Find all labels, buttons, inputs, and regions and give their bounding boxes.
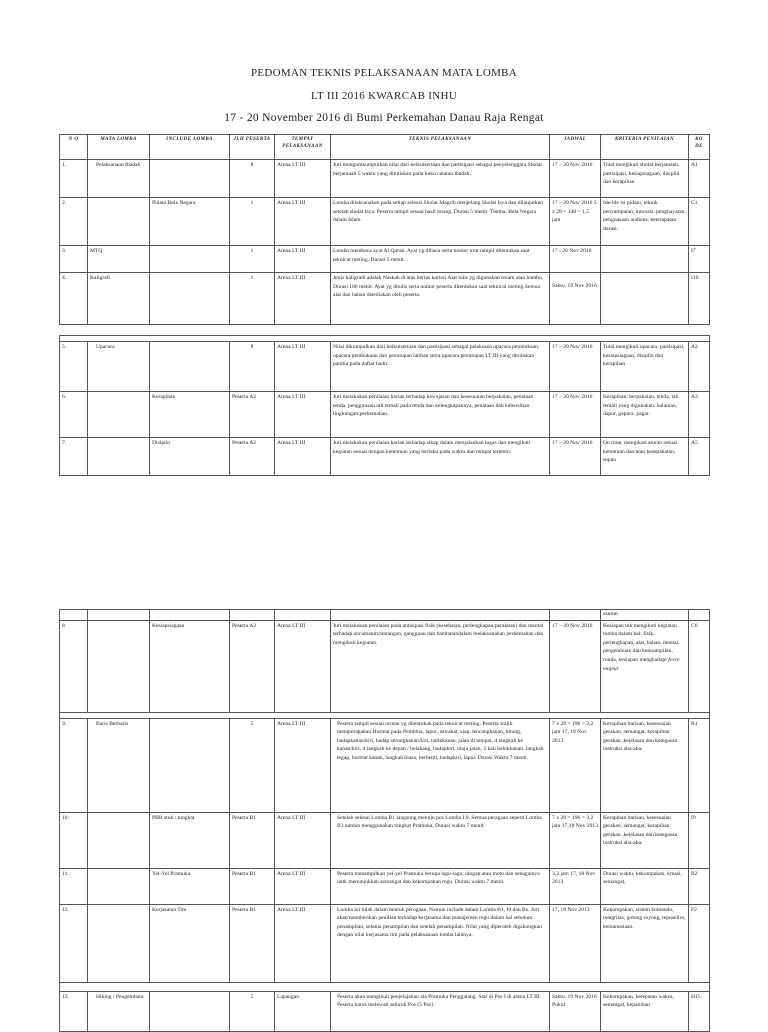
cell-tempat: Arena LT III bbox=[275, 904, 331, 982]
cell-jumlah: 1 bbox=[230, 198, 275, 246]
cell-jumlah: Peserta A2 bbox=[230, 620, 275, 712]
cell-jumlah: 8 bbox=[230, 160, 275, 198]
cell-tempat: Arena LT III bbox=[275, 438, 331, 476]
cell-teknis: Nilai dikumpulkan dari keikutsertaan dan partisipasi sebagai pelaksana upacara pembukaan, upacara pembukaan dan penutupan latihan serta upacara penutupan LT III yang dituliskan panitia pada daftar hadir. bbox=[331, 342, 550, 392]
cell-no bbox=[60, 610, 88, 621]
cell-jadwal: 3,2 jam 17, 18 Nov 2013 bbox=[550, 868, 601, 904]
cell-mata-lomba bbox=[88, 610, 150, 621]
cell-tempat: Arena LT III bbox=[275, 246, 331, 273]
cell-teknis: Jenis kaligradi adalah Naskah di atas kertas karton.Alat tulis yg digunakan resam atau bambu. Durasi 180 menit. Ayat yg ditulis serta nomor peserta ditentukan saat teknical meting.Semua alat dan bahan disediakan oleh peserta. bbox=[331, 273, 550, 325]
cell-no: 10. bbox=[60, 812, 88, 868]
cell-no: 5. bbox=[60, 342, 88, 392]
cell-include bbox=[150, 160, 230, 198]
cell-jadwal: 17 – 20 Nov 2016 bbox=[550, 160, 601, 198]
cell-teknis: Juri melakukan penilaian pada antisipasi fisik (kesehatan, perlengkapan/peralatan) dan mental terhadap ancamanm,tantangan, gangguan dan hambatandalam melaksanakan perkemahan dan mengikuti kegiatan. bbox=[331, 620, 550, 712]
cell-teknis: Peserta akan mengikuti penjelajahan ala Pramuka Penggalang. Star di Pos I di arena LT III. Peserta harus melewati seluruh Pos (5 Pos) bbox=[331, 991, 550, 1031]
cell-jumlah: 8 bbox=[230, 342, 275, 392]
kriteria-italic: force majeur bbox=[603, 656, 680, 672]
table-row bbox=[60, 198, 710, 246]
cell-no: 9. bbox=[60, 718, 88, 812]
table-row bbox=[60, 991, 710, 1031]
cell-kode: I7 bbox=[689, 246, 710, 273]
cell-kriteria: Total mengikuti sholat berjamaah, partisipasi, kesiapsiagaan, disiplin dan kerapihan bbox=[601, 160, 689, 198]
cell-jadwal: 17 – 20 Nov 2016 bbox=[550, 392, 601, 438]
cell-jumlah: 1 bbox=[230, 246, 275, 273]
cell-teknis: Peserta menampilkan yel-yel Pramuka berupa lagu-lagu, ulogan atau moto dan sebagainya untk menunjukkan semangat dan kekompakan regu. Durasi waktu 7 menit. bbox=[331, 868, 550, 904]
cell-no: 13. bbox=[60, 991, 88, 1031]
cell-kode: B1 bbox=[689, 718, 710, 812]
cell-kriteria: Kekompakan, sistem komando, integritas, gotong royong, tepuseliro, kemanusiaan. bbox=[601, 904, 689, 982]
cell-jadwal: 7 x 28 = 196 = 3,2 jam 17,18 Nov 2013 bbox=[550, 812, 601, 868]
cell-jumlah: Peserta A2 bbox=[230, 392, 275, 438]
table-row bbox=[60, 342, 710, 392]
table-separator bbox=[60, 982, 710, 991]
cell-jumlah: 5 bbox=[230, 718, 275, 812]
cell-include: Kesiapsiagaan bbox=[150, 620, 230, 712]
cell-kriteria: Kerapihan: berpakaian, tenda, tali temali yang digunakan, halaman, dapur, gapura, pagar. bbox=[601, 392, 689, 438]
table-row bbox=[60, 620, 710, 712]
cell-kriteria: Total mengikuti upacara, partisipasi, kesiapsiagaan, disiplin dan kerapihan bbox=[601, 342, 689, 392]
cell-kode: A3 bbox=[689, 392, 710, 438]
cell-no: 2. bbox=[60, 198, 88, 246]
table-row bbox=[60, 438, 710, 476]
cell-jadwal: Sabtu, 19 Nov 2016 bbox=[550, 273, 601, 325]
col-teknis-header: TEKNIS PELAKSANAAN bbox=[331, 135, 550, 160]
cell-jadwal: Sabtu, 19 Nov 2016 Pukul bbox=[550, 991, 601, 1031]
cell-include: Kerjasama Tim bbox=[150, 904, 230, 982]
col-jumlah-peserta-header: JLH PESERTA bbox=[230, 135, 275, 160]
document-title: PEDOMAN TEKNIS PELAKSANAAN MATA LOMBA bbox=[250, 67, 518, 79]
cell-teknis: Lomba dilaksanakan pada setiap selesai Sholat Magrib menjelang Sholat Isya dan dilanjutkan setelah sholat Isya. Peserta tampil sesuai hasil lotang. Durasi 5 menit. Thema: Bela Negara dalam Islam. bbox=[331, 198, 550, 246]
cell-include: Kerapihan bbox=[150, 392, 230, 438]
kriteria-text: Kesiapan utk mengikuti kegiatan lomba dalam hal: fisik, perlengkapan, alat, bahan, mental, pengetahuan dan keterampilan, ronda, kesiapan menghadapi bbox=[603, 622, 680, 663]
cell-jumlah: Peserta B1 bbox=[230, 904, 275, 982]
col-mata-lomba-header: MATA LOMBA bbox=[88, 135, 150, 160]
table-row bbox=[60, 812, 710, 868]
table-row bbox=[60, 868, 710, 904]
table-row bbox=[60, 392, 710, 438]
cell-kriteria: Kekompakan, ketepatan waktu, semangat, kepatuhan bbox=[601, 991, 689, 1031]
cell-jumlah: Peserta A2 bbox=[230, 438, 275, 476]
cell-tempat: Arena LT III bbox=[275, 160, 331, 198]
cell-include bbox=[150, 718, 230, 812]
cell-tempat: Arena LT III bbox=[275, 620, 331, 712]
cell-no: 7. bbox=[60, 438, 88, 476]
cell-kode: C1 bbox=[689, 198, 710, 246]
competition-table bbox=[59, 609, 710, 1032]
cell-teknis: Juri melakukan penilaian harian terhadap kewajaran dan kesesuaian berpakaian, penataan tenda, penggunaan tali temali pada tenda dan kelengkapannya, penataan dan kebersihan lingkungan perkemahan. bbox=[331, 392, 550, 438]
cell-mata-lomba: Pelaksanaan Ibadah bbox=[88, 160, 150, 198]
cell-no: 6. bbox=[60, 392, 88, 438]
cell-kriteria bbox=[601, 620, 689, 712]
table-row bbox=[60, 610, 710, 621]
cell-include: Pidato Bela Negara bbox=[150, 198, 230, 246]
cell-kode: I10 bbox=[689, 273, 710, 325]
cell-tempat: Arena LT III bbox=[275, 812, 331, 868]
cell-mata-lomba: Kaligrafi bbox=[88, 273, 150, 325]
cell-mata-lomba bbox=[88, 392, 150, 438]
competition-table bbox=[59, 134, 710, 325]
table-row bbox=[60, 160, 710, 198]
cell-kriteria: On time, mengikuti aturan sesuai ketentuan dan/atau kesepakatan, sopan bbox=[601, 438, 689, 476]
cell-tempat: Arena LT III bbox=[275, 198, 331, 246]
cell-teknis: Lomba membaca ayat Al Quran. Ayat yg dibaca serta nomor urut tampil ditentukan saat teknical meting. Durasi 5 menit. bbox=[331, 246, 550, 273]
cell-include bbox=[150, 610, 230, 621]
table-row bbox=[60, 246, 710, 273]
cell-jadwal: 17 – 20 Nov 2016 5 x 28 = 140 = 1,5 jam bbox=[550, 198, 601, 246]
cell-mata-lomba: Upacara bbox=[88, 342, 150, 392]
cell-jumlah: Peserta B1 bbox=[230, 868, 275, 904]
cell-teknis bbox=[331, 610, 550, 621]
col-include-lomba-header: INCLUDE LOMBA bbox=[150, 135, 230, 160]
cell-kode: A5 bbox=[689, 438, 710, 476]
cell-no: 1. bbox=[60, 160, 88, 198]
cell-kode: B2 bbox=[689, 868, 710, 904]
col-kriteria-header: KRITERIA PENILAIAN bbox=[601, 135, 689, 160]
table-row bbox=[60, 718, 710, 812]
cell-mata-lomba bbox=[88, 198, 150, 246]
table-header-row bbox=[60, 135, 710, 160]
cell-jadwal: 7 x 28 = 196 = 3,2 jam 17, 18 Nov 2013 bbox=[550, 718, 601, 812]
cell-no: 12. bbox=[60, 904, 88, 982]
cell-include: Disiplin bbox=[150, 438, 230, 476]
cell-kode: A2 bbox=[689, 342, 710, 392]
cell-kode bbox=[689, 610, 710, 621]
cell-jadwal: 17 – 20 Nov 2016 bbox=[550, 620, 601, 712]
cell-kriteria: Kerapihan barisan, kesesuaian gerakan, semangat, kerapihan gerakan ,kejelasan dan ketegasan instruksi aba-aba. bbox=[601, 718, 689, 812]
document-subtitle: LT III 2016 KWARCAB INHU bbox=[311, 90, 457, 102]
cell-kriteria bbox=[601, 246, 689, 273]
competition-table bbox=[59, 335, 710, 476]
table-row bbox=[60, 273, 710, 325]
col-jadwal-header: JADWAL bbox=[550, 135, 601, 160]
cell-kriteria: santun. bbox=[601, 610, 689, 621]
cell-kriteria: Durasi waktu, kekompakan, kreasi, semangat, bbox=[601, 868, 689, 904]
cell-tempat: Arena LT III bbox=[275, 868, 331, 904]
cell-mata-lomba bbox=[88, 868, 150, 904]
cell-include: Yel-Yel Pramuka bbox=[150, 868, 230, 904]
cell-teknis: Lomba ini tidak dalam bentuk perogaan. Namun include dalam Lomba B1, I9 dan Bs. Juri akan memberikan penilian terhadap kerjasama dan manajemen regu dalam hal sebelum penampilan, selama penampilan dan setelah penampilan. Nilai yang diperoleh digabungkan dengan nilai kerjasama tim pada pelaksanaan lomba lainnya. bbox=[331, 904, 550, 982]
table-row bbox=[60, 904, 710, 982]
cell-jumlah: 5 bbox=[230, 991, 275, 1031]
cell-kode: C6 bbox=[689, 620, 710, 712]
cell-kode: A1 bbox=[689, 160, 710, 198]
cell-tempat: Lapangan bbox=[275, 991, 331, 1031]
cell-teknis: Juri mengumkumpulkan nilai dari keikutsertaan dan partisipasi sebagai penyelenggara Sholat berjamaah 5 waktu yang dituliskan pada buku catatan ibadah. bbox=[331, 160, 550, 198]
cell-jadwal bbox=[550, 610, 601, 621]
cell-kriteria: Kerapihan barisan, kesesuaian gerakan, semangat, kerapihan gerakan ,kejelasan dan ketegasan instruksi aba-aba. bbox=[601, 812, 689, 868]
cell-mata-lomba bbox=[88, 904, 150, 982]
cell-jumlah: 1 bbox=[230, 273, 275, 325]
cell-include: PBB stok / tongkat bbox=[150, 812, 230, 868]
cell-kode: F2 bbox=[689, 904, 710, 982]
cell-mata-lomba bbox=[88, 438, 150, 476]
cell-tempat bbox=[275, 610, 331, 621]
cell-kode: I9 bbox=[689, 812, 710, 868]
cell-jadwal: 17, 18 Nov 2013 bbox=[550, 904, 601, 982]
cell-include bbox=[150, 246, 230, 273]
cell-mata-lomba bbox=[88, 812, 150, 868]
cell-mata-lomba: Baris Berbaris bbox=[88, 718, 150, 812]
cell-tempat: Arena LT III bbox=[275, 342, 331, 392]
cell-include bbox=[150, 991, 230, 1031]
cell-tempat: Arena LT III bbox=[275, 392, 331, 438]
cell-teknis: Juri melakukan penilaian harian terhadap sikap dalam menjalankan tugas dan mengikuti kegiatan sesuai dengan ketentuan yang berlaku pada waktu dan tempat tertentu. bbox=[331, 438, 550, 476]
cell-kode: H15 bbox=[689, 991, 710, 1031]
cell-teknis: Setelah selesai Lomba B1 langsung menuju pos Lomba I.9. Semua peragaan seperti Lomba B1 namun menggunakan tongkat Pramuka, Durasi waktu 7 menit. bbox=[331, 812, 550, 868]
cell-kriteria bbox=[601, 273, 689, 325]
cell-jumlah: Peserta B1 bbox=[230, 812, 275, 868]
col-tempat-header: TEMPAT PELAKSANAAN bbox=[275, 135, 331, 160]
cell-include bbox=[150, 342, 230, 392]
cell-mata-lomba: MTQ bbox=[88, 246, 150, 273]
cell-teknis: Peserta tampil sesuai urutan yg ditentukan pada teknical meting. Peserta wajib memperagakan Hormat pada Pembina, lapor, istirahat, siap, lencangkanan, hitung, hadapkanan/kiri, hadap serongkanan/kiri, balikkanan, jalan di tempat, 4 langkah ke kanan/kiri, 4 langkah ke depan / belakang, hadapkiri, maju jalan, 2 kali belokkanan, langkah tegap, hormat kanan, langkah biasa, berhenti, hadapkiri, lapor. Durasi Waktu 7 menit. bbox=[331, 718, 550, 812]
cell-tempat: Arena LT III bbox=[275, 718, 331, 812]
cell-jadwal: 17 – 20 Nov 2016 bbox=[550, 438, 601, 476]
cell-mata-lomba bbox=[88, 620, 150, 712]
cell-jadwal: 17 - 20 Nov 2016 bbox=[550, 246, 601, 273]
cell-kriteria: Ide-ide isi pidato, teknik penyampaian, intonasi, penghayatan, penguasaan audiens, keterapatan durasi. bbox=[601, 198, 689, 246]
cell-include bbox=[150, 273, 230, 325]
cell-no: 11. bbox=[60, 868, 88, 904]
col-no-header: N O bbox=[60, 135, 88, 160]
cell-no: 3. bbox=[60, 246, 88, 273]
col-kode-header: KO DE bbox=[689, 135, 710, 160]
cell-no: 4. bbox=[60, 273, 88, 325]
document-dateline: 17 - 20 November 2016 di Bumi Perkemahan Danau Raja Rengat bbox=[224, 112, 544, 124]
cell-jadwal: 17 – 20 Nov 2016 bbox=[550, 342, 601, 392]
cell-jumlah bbox=[230, 610, 275, 621]
cell-mata-lomba: Hiking / Pengembara bbox=[88, 991, 150, 1031]
cell-no: 8. bbox=[60, 620, 88, 712]
cell-tempat: Arena LT III bbox=[275, 273, 331, 325]
